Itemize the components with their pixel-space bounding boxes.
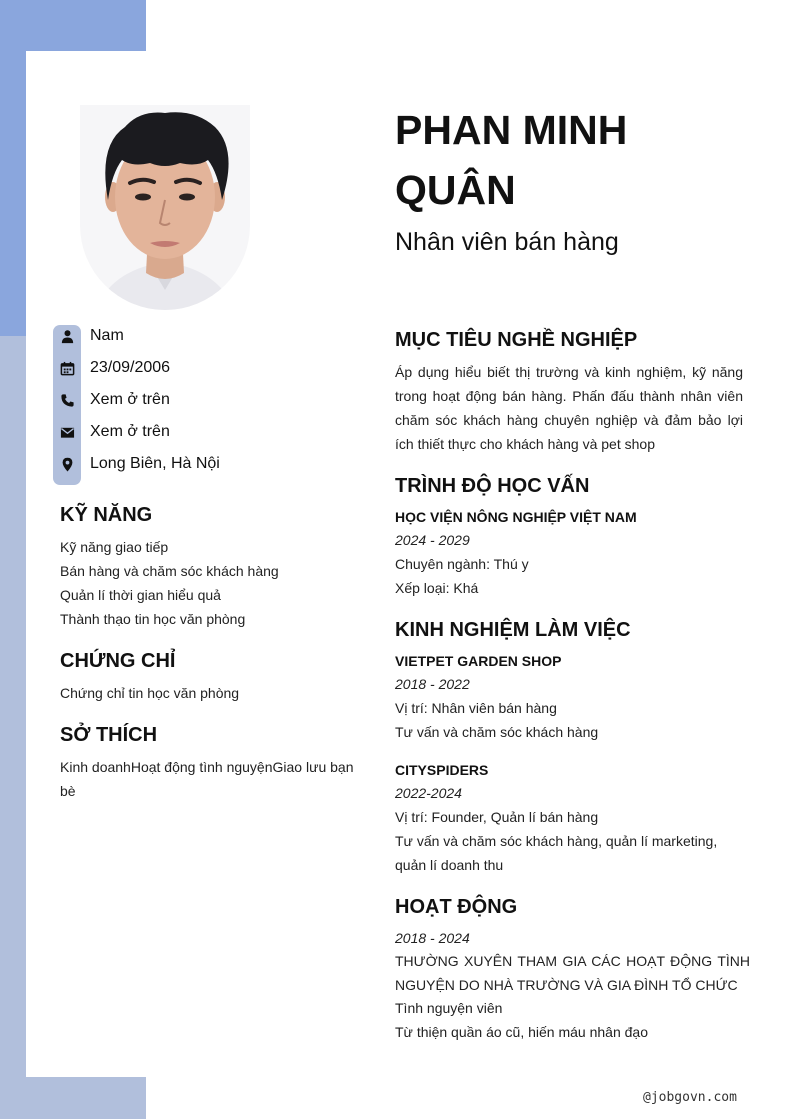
phone-icon <box>60 393 75 408</box>
skill-item: Kỹ năng giao tiếp <box>60 539 169 555</box>
candidate-name: PHAN MINH QUÂN <box>395 107 628 213</box>
education-period: 2024 - 2029 <box>395 532 470 548</box>
education-heading: TRÌNH ĐỘ HỌC VẤN <box>395 475 590 497</box>
school-name: HỌC VIỆN NÔNG NGHIỆP VIỆT NAM <box>395 509 637 525</box>
contact-gender <box>53 325 353 349</box>
person-icon <box>60 329 75 344</box>
activity-role: Tình nguyện viên <box>395 1000 503 1016</box>
certificates-heading: CHỨNG CHỈ <box>60 650 176 672</box>
company-name: VIETPET GARDEN SHOP <box>395 653 562 669</box>
skill-item: Thành thạo tin học văn phòng <box>60 611 246 627</box>
skill-item: Quản lí thời gian hiểu quả <box>60 587 221 603</box>
contact-address-text: Long Biên, Hà Nội <box>90 455 220 472</box>
activity-period: 2018 - 2024 <box>395 930 470 946</box>
activity-detail: Từ thiện quần áo cũ, hiến máu nhân đạo <box>395 1024 648 1040</box>
objective-heading: MỤC TIÊU NGHỀ NGHIỆP <box>395 329 638 351</box>
education-grade: Xếp loại: Khá <box>395 580 479 596</box>
job-position: Vị trí: Nhân viên bán hàng <box>395 700 557 716</box>
contact-phone <box>53 389 353 413</box>
company-name: CITYSPIDERS <box>395 762 489 778</box>
objective-text: Áp dụng hiểu biết thị trường và kinh nghiệm, kỹ năng trong hoạt động bán hàng. Phấn đấu thành nhân viên chăm sóc khách hàng chuyên nghiệp và đảm bảo lợi ích thiết thực cho khách hàng và pet shop <box>395 364 743 452</box>
mail-icon <box>60 425 75 440</box>
hobbies-text: Kinh doanhHoạt động tình nguyệnGiao lưu bạn bè <box>60 759 354 799</box>
profile-photo <box>80 105 250 310</box>
contact-gender-text: Nam <box>90 327 124 344</box>
job-description: Tư vấn và chăm sóc khách hàng, quản lí marketing, quản lí doanh thu <box>395 833 718 873</box>
footer-watermark: @jobgovn.com <box>643 1090 737 1105</box>
experience-heading: KINH NGHIỆM LÀM VIỆC <box>395 619 631 641</box>
contact-address <box>53 453 353 477</box>
certificate-item: Chứng chỉ tin học văn phòng <box>60 685 240 701</box>
contact-email <box>53 421 353 445</box>
contact-birthday <box>53 357 353 381</box>
skills-heading: KỸ NĂNG <box>60 504 153 526</box>
skill-item: Bán hàng và chăm sóc khách hàng <box>60 563 279 579</box>
job-period: 2018 - 2022 <box>395 676 470 692</box>
calendar-icon <box>60 361 75 376</box>
activity-description: THƯỜNG XUYÊN THAM GIA CÁC HOẠT ĐỘNG TÌNH NGUYỆN DO NHÀ TRƯỜNG VÀ GIA ĐÌNH TỔ CHỨC <box>395 953 750 993</box>
candidate-job-title: Nhân viên bán hàng <box>395 228 619 256</box>
job-period: 2022-2024 <box>395 785 462 801</box>
contact-email-text: Xem ở trên <box>90 423 170 440</box>
contact-birthday-text: 23/09/2006 <box>90 359 171 376</box>
job-position: Vị trí: Founder, Quản lí bán hàng <box>395 809 599 825</box>
location-pin-icon <box>60 457 75 472</box>
education-major: Chuyên ngành: Thú y <box>395 556 529 572</box>
activities-heading: HOẠT ĐỘNG <box>395 896 518 918</box>
hobbies-heading: SỞ THÍCH <box>60 724 158 746</box>
job-description: Tư vấn và chăm sóc khách hàng <box>395 724 599 740</box>
contact-phone-text: Xem ở trên <box>90 391 170 408</box>
